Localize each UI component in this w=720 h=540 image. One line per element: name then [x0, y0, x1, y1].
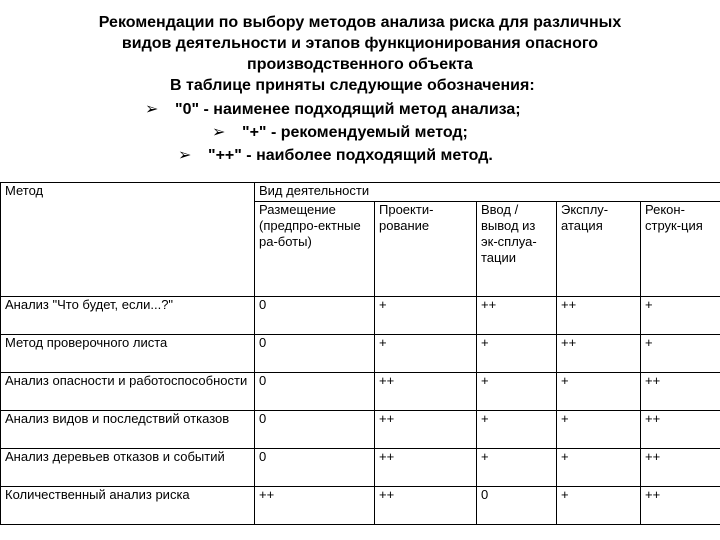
method-name: Анализ опасности и работоспособности: [1, 373, 255, 411]
column-header-design: Проекти-рование: [375, 202, 477, 297]
legend-item-zero: [145, 99, 521, 120]
title-line-3: производственного объекта: [247, 56, 473, 73]
table-cell: +: [641, 335, 720, 373]
table-cell: ++: [641, 487, 720, 525]
method-name: Анализ "Что будет, если...?": [1, 297, 255, 335]
table-cell: 0: [255, 449, 375, 487]
column-header-reconstruction: Рекон-струк-ция: [641, 202, 720, 297]
table-cell: 0: [477, 487, 557, 525]
arrow-bullet-icon: ➢: [212, 124, 226, 141]
methods-table: [0, 182, 720, 525]
table-cell: ++: [255, 487, 375, 525]
table-cell: ++: [557, 297, 641, 335]
legend-item-text: "0" - наименее подходящий метод анализа;: [175, 101, 521, 118]
arrow-bullet-icon: ➢: [145, 101, 159, 118]
table-cell: 0: [255, 411, 375, 449]
method-name: Метод проверочного листа: [1, 335, 255, 373]
activity-header: Вид деятельности: [255, 183, 720, 202]
method-column-header: Метод: [1, 183, 255, 297]
table-cell: +: [375, 297, 477, 335]
table-cell: ++: [477, 297, 557, 335]
table-cell: +: [557, 449, 641, 487]
column-header-commissioning: Ввод / вывод из эк-сплуа-тации: [477, 202, 557, 297]
table-cell: ++: [375, 411, 477, 449]
table-cell: +: [477, 449, 557, 487]
table-cell: +: [477, 335, 557, 373]
method-name: Анализ деревьев отказов и событий: [1, 449, 255, 487]
method-name: Количественный анализ риска: [1, 487, 255, 525]
table-cell: 0: [255, 335, 375, 373]
table-cell: ++: [375, 449, 477, 487]
document-title: [0, 12, 720, 75]
table-cell: +: [477, 411, 557, 449]
table-cell: ++: [641, 449, 720, 487]
table-row: [1, 297, 720, 335]
column-header-operation: Эксплу-атация: [557, 202, 641, 297]
method-name: Анализ видов и последствий отказов: [1, 411, 255, 449]
title-line-1: Рекомендации по выбору методов анализа риска для различных: [98, 14, 622, 31]
table-cell: 0: [255, 297, 375, 335]
table-cell: ++: [557, 335, 641, 373]
table-cell: ++: [641, 373, 720, 411]
title-line-2: видов деятельности и этапов функционирования опасного: [121, 35, 599, 52]
table-row: [1, 487, 720, 525]
table-row: [1, 449, 720, 487]
legend-item-double-plus: [178, 145, 493, 166]
table-cell: 0: [255, 373, 375, 411]
legend-item-text: "+" - рекомендуемый метод;: [242, 124, 468, 141]
table-cell: +: [557, 487, 641, 525]
table-cell: +: [477, 373, 557, 411]
table-cell: +: [557, 373, 641, 411]
table-row: [1, 411, 720, 449]
legend-item-text: "++" - наиболее подходящий метод.: [208, 147, 493, 164]
column-header-placement: Размещение (предпро-ектные ра-боты): [255, 202, 375, 297]
table-cell: +: [375, 335, 477, 373]
table-cell: ++: [375, 373, 477, 411]
table-row: [1, 335, 720, 373]
table-cell: +: [557, 411, 641, 449]
table-row: [1, 373, 720, 411]
table-cell: +: [641, 297, 720, 335]
table-cell: ++: [375, 487, 477, 525]
legend-intro: В таблице приняты следующие обозначения:: [170, 77, 535, 94]
legend-item-plus: [212, 122, 468, 143]
arrow-bullet-icon: ➢: [178, 147, 192, 164]
table-cell: ++: [641, 411, 720, 449]
